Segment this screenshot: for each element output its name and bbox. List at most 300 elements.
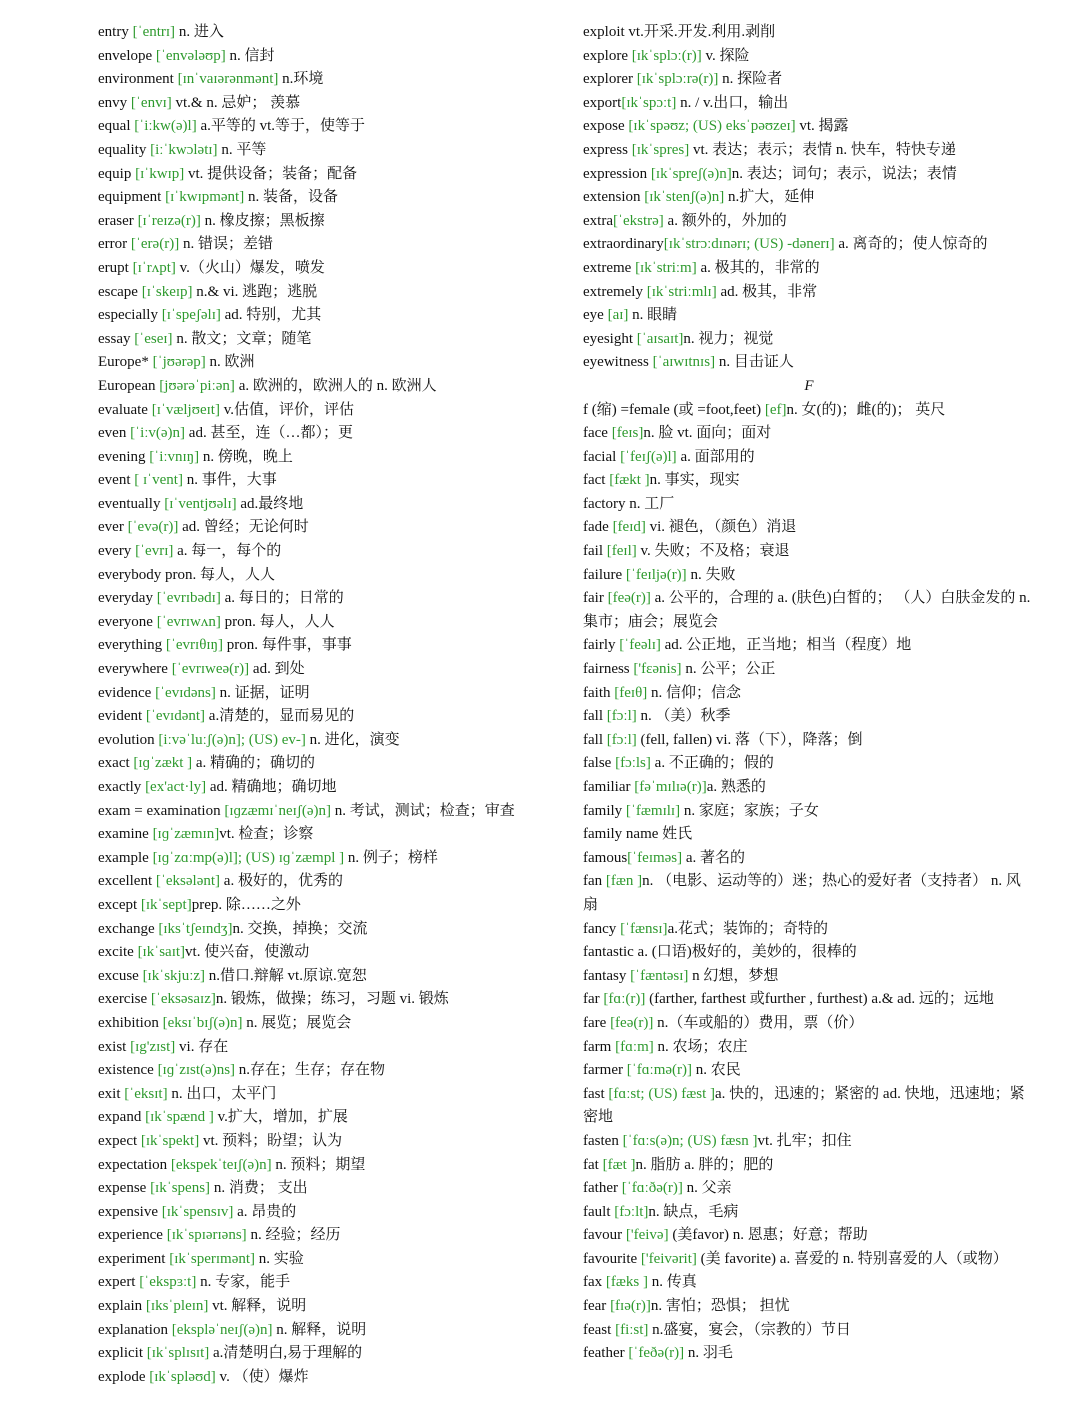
entry-phonetic: [ˈeksələnt]: [155, 873, 221, 890]
entry-definition: n.存在；生存；存在物: [235, 1062, 386, 1079]
vocab-entry: [98, 682, 544, 706]
entry-word: expensive: [98, 1203, 162, 1220]
entry-phonetic: [ˈevrɪwʌn]: [156, 613, 221, 630]
entry-word: explode: [98, 1368, 150, 1385]
entry-definition: n. 农民: [692, 1062, 741, 1079]
entry-phonetic: [ɪkˈspænd ]: [145, 1109, 214, 1126]
vocab-entry: [583, 988, 1035, 1012]
entry-word: fade: [583, 519, 613, 536]
entry-phonetic: [feɪs]: [611, 425, 644, 442]
entry-phonetic: [jʊərəˈpiːən]: [159, 377, 235, 394]
entry-phonetic: [iːˈkwɔlətɪ]: [150, 141, 218, 158]
entry-word: error: [98, 236, 131, 253]
entry-word: expectation: [98, 1156, 171, 1173]
vocab-entry: [583, 163, 1035, 187]
entry-word: feast: [583, 1321, 616, 1338]
vocab-entry: [583, 328, 1035, 352]
entry-definition: n. 实验: [255, 1250, 304, 1267]
entry-word: fare: [583, 1014, 611, 1031]
entry-definition: n. 信仰；信念: [647, 684, 742, 701]
entry-definition: a. 极好的，优秀的: [220, 873, 343, 890]
section-heading: F: [804, 377, 814, 394]
vocab-entry: [98, 257, 544, 281]
left-column: [98, 21, 544, 1389]
entry-definition: vi. 褪色，（颜色）消退: [645, 519, 797, 536]
entry-phonetic: [feɪd]: [612, 519, 646, 536]
entry-word: essay: [98, 330, 135, 347]
entry-phonetic: [ˈekspɜːt]: [139, 1274, 197, 1291]
entry-definition: n. 证据，证明: [215, 684, 310, 701]
entry-definition: n. 害怕；恐惧； 担忧: [650, 1298, 790, 1315]
entry-phonetic: [ɪˈventjʊəlɪ]: [164, 495, 237, 512]
vocab-entry: [98, 399, 544, 423]
entry-definition: vt. 提供设备；装备；配备: [184, 165, 358, 182]
vocab-entry: [98, 540, 544, 564]
vocab-entry: [98, 1036, 544, 1060]
entry-phonetic: [ɪˈreɪzə(r)]: [137, 212, 201, 229]
entry-phonetic: [eksɪˈbɪʃ(ə)n]: [162, 1014, 243, 1031]
entry-definition: ad. 公正地，正当地；相当（程度）地: [660, 637, 912, 654]
vocab-entry: [98, 1154, 544, 1178]
entry-phonetic: [ˈiːvnɪŋ]: [149, 448, 200, 465]
entry-definition: vt. 检查；诊察: [219, 826, 314, 843]
vocab-entry: [583, 918, 1035, 942]
vocab-entry: [583, 705, 1035, 729]
entry-definition: n.扩大，延伸: [724, 189, 815, 206]
entry-phonetic: [fɑːm]: [615, 1038, 654, 1055]
vocab-entry: [583, 941, 1035, 965]
vocab-entry: [98, 1295, 544, 1319]
entry-word: Europe*: [98, 354, 153, 371]
entry-phonetic: [ɪkˈsaɪt]: [137, 944, 186, 961]
entry-definition: v.（火山）爆发，喷发: [175, 259, 325, 276]
vocab-entry: [98, 752, 544, 776]
vocab-entry: [98, 918, 544, 942]
entry-word: family name 姓氏: [583, 826, 693, 843]
vocab-entry: [583, 823, 1035, 847]
entry-word: examine: [98, 826, 153, 843]
entry-definition: n. 专家，能手: [196, 1274, 291, 1291]
entry-word: fat: [583, 1156, 603, 1173]
entry-word: excellent: [98, 873, 156, 890]
entry-phonetic: [fɔːl]: [606, 708, 637, 725]
entry-definition: n. 传真: [647, 1274, 697, 1291]
vocab-entry: [583, 422, 1035, 446]
entry-phonetic: [fəˈmɪlɪə(r)]: [634, 779, 707, 795]
vocab-entry: [98, 1083, 544, 1107]
entry-word: experiment: [98, 1250, 170, 1267]
entry-phonetic: [ˈeksəsaɪz]: [150, 991, 216, 1008]
entry-phonetic: [ˈeseɪ]: [134, 330, 173, 347]
entry-definition: a. 每一，每个的: [173, 543, 282, 560]
entry-phonetic: [fɔːlt]: [614, 1203, 649, 1220]
vocab-entry: [583, 847, 1035, 871]
entry-word: exact: [98, 755, 134, 772]
entry-word: fax: [583, 1274, 606, 1291]
entry-phonetic: [ɪkˈspens]: [150, 1180, 211, 1197]
entry-word: expose: [583, 118, 629, 135]
entry-word: explain: [98, 1298, 146, 1315]
entry-definition: a. 额外的，外加的: [663, 212, 787, 229]
entry-word: family: [583, 802, 626, 819]
entry-definition: a. 著名的: [682, 849, 746, 866]
entry-definition: n. 展览；展览会: [242, 1014, 352, 1031]
entry-definition: v. 探险: [701, 47, 750, 64]
vocab-entry: [583, 351, 1035, 375]
entry-definition: ad. 精确地；确切地: [206, 779, 337, 795]
entry-word: evolution: [98, 731, 159, 748]
entry-word: eraser: [98, 212, 138, 229]
entry-definition: n. 经验；经历: [246, 1227, 341, 1244]
entry-phonetic: [ɪkˈspensɪv]: [161, 1203, 234, 1220]
vocab-entry: [98, 1319, 544, 1343]
entry-word: fall: [583, 708, 607, 725]
entry-phonetic: [feɪl]: [606, 543, 637, 560]
vocab-entry: [98, 823, 544, 847]
entry-phonetic: [ɪɡˈzɑːmp(ə)l]; (US) ɪɡˈzæmpl ]: [152, 849, 345, 866]
entry-definition: vt. 使兴奋，使激动: [185, 944, 310, 961]
entry-word: eye: [583, 307, 608, 324]
entry-phonetic: [ɪˈspeʃəlɪ]: [161, 307, 221, 324]
entry-phonetic: [ɪɡˈzæmɪn]: [152, 826, 220, 843]
entry-word: exist: [98, 1038, 131, 1055]
entry-definition: ad. 甚至，连（…都）；更: [185, 425, 353, 442]
entry-word: everything: [98, 637, 166, 654]
entry-definition: n. 出口，太平门: [167, 1085, 277, 1102]
entry-phonetic: [ˈaɪsaɪt]: [636, 330, 684, 347]
entry-phonetic: [ɪg'zɪst]: [130, 1038, 176, 1055]
entry-phonetic: [ɪkˈstriːmlɪ]: [646, 283, 717, 300]
entry-phonetic: [fɪə(r)]: [610, 1298, 651, 1315]
entry-definition: n. 失败: [686, 566, 736, 583]
entry-word: exit: [98, 1085, 125, 1102]
entry-definition: n. 缺点，毛病: [648, 1203, 739, 1220]
vocab-entry: [98, 847, 544, 871]
entry-phonetic: [iːvəˈluːʃ(ə)n]; (US) ev-]: [158, 731, 306, 748]
vocab-entry: [583, 493, 1035, 517]
vocab-entry: [583, 399, 1035, 423]
vocab-entry: [583, 870, 1035, 917]
entry-definition: n. 眼睛: [628, 307, 678, 324]
entry-definition: n. 事件，大事: [182, 472, 277, 489]
entry-phonetic: [ɪkˈspəʊz; (US) eksˈpəʊzeɪ]: [628, 118, 796, 135]
entry-phonetic: [ex'act·ly]: [145, 779, 207, 795]
vocab-entry: [583, 800, 1035, 824]
right-column: [583, 21, 1035, 1366]
entry-phonetic: ['feivə]: [625, 1227, 669, 1244]
entry-word: even: [98, 425, 131, 442]
entry-phonetic: [ɪˈrʌpt]: [132, 259, 176, 276]
entry-definition: n. （美）秋季: [636, 708, 731, 725]
entry-word: eventually: [98, 495, 165, 512]
entry-word: favourite: [583, 1250, 641, 1267]
entry-phonetic: [ɪkˈspɔːt]: [621, 94, 677, 111]
entry-word: eyewitness: [583, 354, 653, 371]
entry-definition: n. 目击证人: [715, 354, 794, 371]
entry-definition: v.扩大，增加，扩展: [213, 1109, 348, 1126]
entry-word: example: [98, 849, 153, 866]
entry-word: exchange: [98, 920, 159, 937]
vocab-entry: [98, 493, 544, 517]
entry-word: equality: [98, 141, 151, 158]
entry-word: farm: [583, 1038, 616, 1055]
entry-phonetic: [ˈjʊərəp]: [152, 354, 206, 371]
vocab-entry: [98, 611, 544, 635]
entry-phonetic: ['feivərit]: [640, 1250, 697, 1267]
entry-definition: n. 信封: [225, 47, 275, 64]
entry-phonetic: [feɪθ]: [614, 684, 648, 701]
entry-definition: a. 不正确的；假的: [650, 755, 774, 772]
vocab-entry: [583, 45, 1035, 69]
entry-word: fantastic a. (口语)极好的，美妙的，很棒的: [583, 944, 857, 961]
vocab-entry: [98, 1224, 544, 1248]
entry-phonetic: [ˈevrɪbədɪ]: [156, 590, 221, 607]
entry-phonetic: [fɑːst; (US) fæst ]: [608, 1085, 716, 1102]
entry-phonetic: [ɪˈkwɪpmənt]: [165, 189, 245, 206]
entry-phonetic: [ˈfeðə(r)]: [628, 1345, 685, 1362]
entry-phonetic: [ˈfeɪʃ(ə)l]: [620, 448, 677, 465]
entry-definition: a. 快的，迅速的；紧密的 ad. 快地，迅速地；紧密地: [583, 1085, 1025, 1126]
entry-word: entry: [98, 24, 133, 40]
entry-word: eyesight: [583, 330, 637, 347]
vocab-entry: [98, 304, 544, 328]
vocab-entry: [583, 752, 1035, 776]
vocab-entry: [98, 45, 544, 69]
entry-word: expression: [583, 165, 651, 182]
entry-definition: a.清楚的，显而易见的: [205, 708, 355, 725]
entry-definition: n 幻想，梦想: [688, 967, 779, 984]
entry-definition: n. 进入: [175, 24, 224, 40]
entry-word: explicit: [98, 1345, 147, 1362]
vocab-entry: [98, 965, 544, 989]
entry-word: excite: [98, 944, 138, 961]
entry-phonetic: [fækt ]: [609, 472, 650, 489]
entry-word: extraordinary: [583, 236, 664, 253]
entry-phonetic: [ekspekˈteɪʃ(ə)n]: [170, 1156, 272, 1173]
vocab-entry: [583, 21, 1035, 45]
vocab-entry: [583, 1248, 1035, 1272]
entry-word: evening: [98, 448, 150, 465]
entry-phonetic: [ˈiːkw(ə)l]: [134, 118, 197, 135]
entry-definition: pron. 每人，人人: [220, 613, 335, 630]
entry-definition: n. 探险者: [718, 71, 783, 88]
entry-word: equip: [98, 165, 136, 182]
vocab-entry: [583, 587, 1035, 634]
entry-phonetic: [ˈfɑːmə(r)]: [626, 1062, 693, 1079]
entry-phonetic: [ɪkˈspreʃ(ə)n]: [650, 165, 732, 182]
entry-word: evident: [98, 708, 146, 725]
entry-phonetic: [fæks ]: [605, 1274, 648, 1291]
entry-phonetic: [ˈfænsɪ]: [620, 920, 668, 937]
entry-definition: ad.最终地: [236, 495, 304, 512]
entry-word: far: [583, 991, 604, 1008]
entry-phonetic: [ɪɡzæmɪˈneɪʃ(ə)n]: [224, 802, 331, 819]
entry-definition: v.估值，评价，评估: [219, 401, 354, 418]
entry-definition: n. 公平；公正: [681, 661, 776, 678]
entry-word: extension: [583, 189, 645, 206]
entry-phonetic: [ˈevɪdənt]: [145, 708, 206, 725]
entry-word: father: [583, 1180, 622, 1197]
entry-definition: n. 视力；视觉: [683, 330, 774, 347]
entry-definition: n. 事实，现实: [649, 472, 740, 489]
entry-phonetic: [ˈfæntəsɪ]: [630, 967, 689, 984]
entry-phonetic: [ˈevə(r)]: [127, 519, 179, 536]
entry-word: false: [583, 755, 616, 772]
vocab-entry: [583, 776, 1035, 800]
entry-word: excuse: [98, 967, 143, 984]
vocab-entry: [98, 469, 544, 493]
entry-phonetic: [ɪkˈsperɪmənt]: [169, 1250, 256, 1267]
entry-phonetic: [ˈfeəlɪ]: [619, 637, 661, 654]
entry-word: equipment: [98, 189, 166, 206]
vocab-entry: [98, 1012, 544, 1036]
entry-phonetic: [ɪkˈsplɪsɪt]: [146, 1345, 210, 1362]
entry-definition: vt. 扎牢；扣住: [757, 1132, 852, 1149]
entry-definition: vt. 解释，说明: [208, 1298, 307, 1315]
entry-word: fair: [583, 590, 608, 607]
entry-phonetic: [ˈevrɪθɪŋ]: [165, 637, 223, 654]
vocab-entry: [98, 163, 544, 187]
entry-word: expand: [98, 1109, 146, 1126]
entry-phonetic: [ˈfæmɪlɪ]: [625, 802, 681, 819]
vocab-entry: [583, 1036, 1035, 1060]
entry-phonetic: [ɪɡˈzækt ]: [133, 755, 193, 772]
entry-definition: a. 离奇的；使人惊奇的: [834, 236, 988, 253]
entry-definition: n. 橡皮擦；黑板擦: [200, 212, 325, 229]
entry-definition: ad. 极其，非常: [716, 283, 818, 300]
entry-word: evidence: [98, 684, 156, 701]
vocab-entry: [583, 469, 1035, 493]
entry-definition: ad. 到处: [249, 661, 305, 678]
vocab-entry: [583, 1130, 1035, 1154]
entry-word: expert: [98, 1274, 140, 1291]
entry-definition: vt. 表达；表示；表情 n. 快车，特快专递: [689, 141, 956, 158]
entry-phonetic: [feə(r)]: [610, 1014, 654, 1031]
vocab-entry: [583, 115, 1035, 139]
entry-word: everyone: [98, 613, 157, 630]
entry-definition: n. （电影、运动等的）迷；热心的爱好者（支持者） n. 风扇: [583, 873, 1021, 913]
entry-definition: vi. 存在: [175, 1038, 229, 1055]
entry-definition: n. 平等: [217, 141, 267, 158]
vocab-entry: [583, 516, 1035, 540]
entry-definition: (美favor) n. 恩惠；好意；帮助: [668, 1227, 868, 1244]
vocab-entry: [583, 658, 1035, 682]
vocab-entry: [98, 139, 544, 163]
vocab-entry: [98, 564, 544, 588]
entry-definition: a. 欧洲的，欧洲人的 n. 欧洲人: [234, 377, 437, 394]
vocab-entry: [98, 800, 544, 824]
entry-definition: n. 家庭；家族；子女: [680, 802, 819, 819]
entry-word: extremely: [583, 283, 647, 300]
vocab-entry: [583, 210, 1035, 234]
entry-word: expect: [98, 1132, 141, 1149]
entry-definition: n. 羽毛: [684, 1345, 733, 1362]
entry-phonetic: [ɪɡˈzɪst(ə)ns]: [157, 1062, 236, 1079]
entry-phonetic: [ɪkˈspləʊd]: [149, 1368, 216, 1385]
vocab-entry: [98, 1271, 544, 1295]
vocab-entry: [98, 21, 544, 45]
entry-definition: v. （使）爆炸: [215, 1368, 309, 1385]
entry-phonetic: [ɪkˈspres]: [631, 141, 690, 158]
entry-definition: n. 父亲: [682, 1180, 732, 1197]
entry-definition: n. 进化，演变: [305, 731, 400, 748]
entry-word: factory n. 工厂: [583, 495, 675, 512]
vocab-entry: [98, 1342, 544, 1366]
entry-definition: vt.& n. 忌妒； 羡慕: [171, 94, 301, 111]
entry-word: extra: [583, 212, 613, 229]
vocab-entry: [98, 1106, 544, 1130]
entry-definition: n. 解释，说明: [272, 1321, 367, 1338]
entry-definition: n. 欧洲: [205, 354, 255, 371]
entry-definition: n. 预料；期望: [271, 1156, 366, 1173]
vocab-entry: [583, 634, 1035, 658]
entry-phonetic: [ɪkˈsplɔː(r)]: [631, 47, 702, 64]
vocab-entry: [98, 658, 544, 682]
vocab-entry: [98, 1130, 544, 1154]
entry-phonetic: [ɪˈskeɪp]: [141, 283, 193, 300]
vocab-entry: [98, 375, 544, 399]
entry-word: ever: [98, 519, 128, 536]
vocab-entry: [583, 1201, 1035, 1225]
entry-definition: n. 交换，掉换；交流: [232, 920, 368, 937]
entry-definition: n. 例子；榜样: [344, 849, 438, 866]
entry-phonetic: [ɪnˈvaɪərənmənt]: [177, 71, 279, 88]
entry-phonetic: [ˈevrɪ]: [135, 543, 174, 560]
entry-phonetic: [ˈfeɪməs]: [627, 849, 683, 866]
entry-definition: (fell, fallen) vi. 落（下），降落；倒: [636, 731, 863, 748]
entry-word: favour: [583, 1227, 626, 1244]
entry-definition: n.（车或船的）费用，票（价）: [653, 1014, 864, 1031]
entry-word: fairly: [583, 637, 620, 654]
entry-phonetic: [ɪkˈskjuːz]: [142, 967, 206, 984]
entry-word: familiar: [583, 779, 635, 795]
entry-word: envelope: [98, 47, 156, 64]
entry-phonetic: [ˈeksɪt]: [124, 1085, 168, 1102]
vocab-entry: [98, 1366, 544, 1390]
entry-phonetic: [ef]: [764, 401, 787, 418]
entry-word: fasten: [583, 1132, 623, 1149]
vocab-entry: [583, 233, 1035, 257]
vocab-entry: [98, 328, 544, 352]
vocab-entry: [583, 1083, 1035, 1130]
entry-phonetic: [ɪksˈpleɪn]: [145, 1298, 209, 1315]
entry-phonetic: [fɔːls]: [615, 755, 651, 772]
entry-word: exhibition: [98, 1014, 163, 1031]
entry-phonetic: ['fɛənis]: [633, 661, 682, 678]
entry-definition: n. 脂肪 a. 胖的；肥的: [635, 1156, 774, 1173]
vocab-entry: [583, 1295, 1035, 1319]
entry-phonetic: [fiːst]: [615, 1321, 649, 1338]
entry-definition: n. 农场；农庄: [653, 1038, 748, 1055]
vocab-entry: [98, 941, 544, 965]
entry-definition: ad. 曾经；无论何时: [178, 519, 309, 536]
vocab-entry: [98, 281, 544, 305]
entry-word: fancy: [583, 920, 621, 937]
vocab-entry: [98, 446, 544, 470]
entry-word: fantasy: [583, 967, 631, 984]
entry-word: explore: [583, 47, 632, 64]
entry-phonetic: [fɔːl]: [606, 731, 637, 748]
entry-word: feather: [583, 1345, 629, 1362]
vocab-entry: [583, 139, 1035, 163]
entry-word: explanation: [98, 1321, 172, 1338]
entry-definition: a. 每日的；日常的: [220, 590, 344, 607]
vocab-entry: [98, 1201, 544, 1225]
entry-definition: n. 错误；差错: [179, 236, 273, 253]
vocab-entry: [583, 1224, 1035, 1248]
entry-word: expense: [98, 1180, 151, 1197]
entry-phonetic: [fæt ]: [602, 1156, 636, 1173]
